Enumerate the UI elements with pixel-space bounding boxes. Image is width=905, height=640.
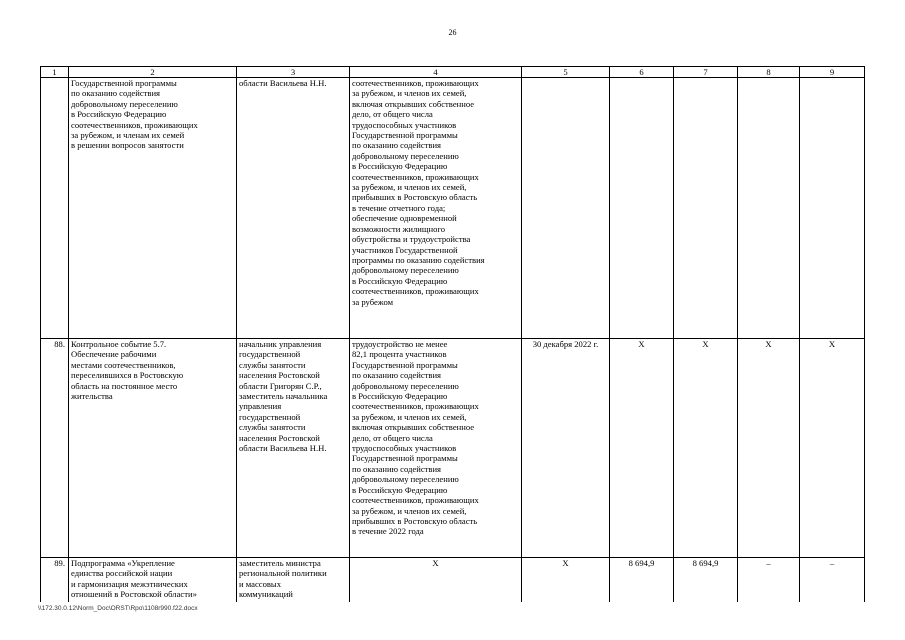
- file-path-footer: \\172.30.0.12\Norm_Doc\ORST\Rpo\1108r990.f22.docx: [38, 605, 198, 612]
- value-cell-8: –: [738, 558, 800, 603]
- value-cell-8: X: [738, 339, 800, 558]
- row-number: 88.: [41, 339, 69, 558]
- responsible-cell: области Васильева Н.Н.: [237, 78, 350, 339]
- row-number: [41, 78, 69, 339]
- event-name-cell: Государственной программы по оказанию содействия добровольному переселению в Российскую Федерацию соотечественников, проживающих за рубежом, и членам их семей в решении вопросов занятости: [69, 78, 237, 339]
- value-cell-7: X: [674, 339, 738, 558]
- value-cell-9: –: [800, 558, 865, 603]
- event-name-cell: Контрольное событие 5.7. Обеспечение рабочими местами соотечественников, переселившихся в Ростовскую область на постоянное место жительства: [69, 339, 237, 558]
- value-cell-8: [738, 78, 800, 339]
- value-cell-9: X: [800, 339, 865, 558]
- value-cell-6: [610, 78, 674, 339]
- responsible-cell: заместитель министра региональной политики и массовых коммуникаций: [237, 558, 350, 603]
- expected-result-cell: трудоустройство не менее 82,1 процента участников Государственной программы по оказанию содействия добровольному переселению в Российскую Федерацию соотечественников, проживающих за рубежом, и членов их семей, включая открывших собственное дело, от общего числа трудоспособных участников Государственной программы по оказанию содействия добровольному переселению в Российскую Федерацию соотечественников, проживающих за рубежом, и членов их семей, прибывших в Ростовскую область в течение 2022 года: [350, 339, 522, 558]
- schedule-table: [40, 66, 865, 602]
- header-cell-3: 3: [237, 67, 350, 78]
- responsible-cell: начальник управления государственной службы занятости населения Ростовской области Григорян С.Р., заместитель начальника управления государственной службы занятости населения Ростовской области Васильева Н.Н.: [237, 339, 350, 558]
- header-cell-1: 1: [41, 67, 69, 78]
- value-cell-6: X: [610, 339, 674, 558]
- table-header-row: [41, 67, 865, 78]
- expected-result-cell: X: [350, 558, 522, 603]
- page-number: 26: [448, 28, 457, 37]
- deadline-cell: [522, 78, 610, 339]
- header-cell-5: 5: [522, 67, 610, 78]
- event-name-cell: Подпрограмма «Укрепление единства российской нации и гармонизация межэтнических отношений в Ростовской области»: [69, 558, 237, 603]
- table-row: [41, 558, 865, 603]
- table-row: [41, 339, 865, 558]
- header-cell-6: 6: [610, 67, 674, 78]
- table-row: [41, 78, 865, 339]
- header-cell-8: 8: [738, 67, 800, 78]
- value-cell-6: 8 694,9: [610, 558, 674, 603]
- value-cell-7: 8 694,9: [674, 558, 738, 603]
- header-cell-7: 7: [674, 67, 738, 78]
- expected-result-cell: соотечественников, проживающих за рубежом, и членов их семей, включая открывших собственное дело, от общего числа трудоспособных участников Государственной программы по оказанию содействия добровольному переселению в Российскую Федерацию соотечественников, проживающих за рубежом, и членов их семей, прибывших в Ростовскую область в течение отчетного года; обеспечение одновременной возможности жилищного обустройства и трудоустройства участников Государственной программы по оказанию содействия добровольному переселению в Российскую Федерацию соотечественников, проживающих за рубежом: [350, 78, 522, 339]
- value-cell-9: [800, 78, 865, 339]
- header-cell-4: 4: [350, 67, 522, 78]
- deadline-cell: X: [522, 558, 610, 603]
- value-cell-7: [674, 78, 738, 339]
- row-number: 89.: [41, 558, 69, 603]
- header-cell-2: 2: [69, 67, 237, 78]
- header-cell-9: 9: [800, 67, 865, 78]
- deadline-cell: 30 декабря 2022 г.: [522, 339, 610, 558]
